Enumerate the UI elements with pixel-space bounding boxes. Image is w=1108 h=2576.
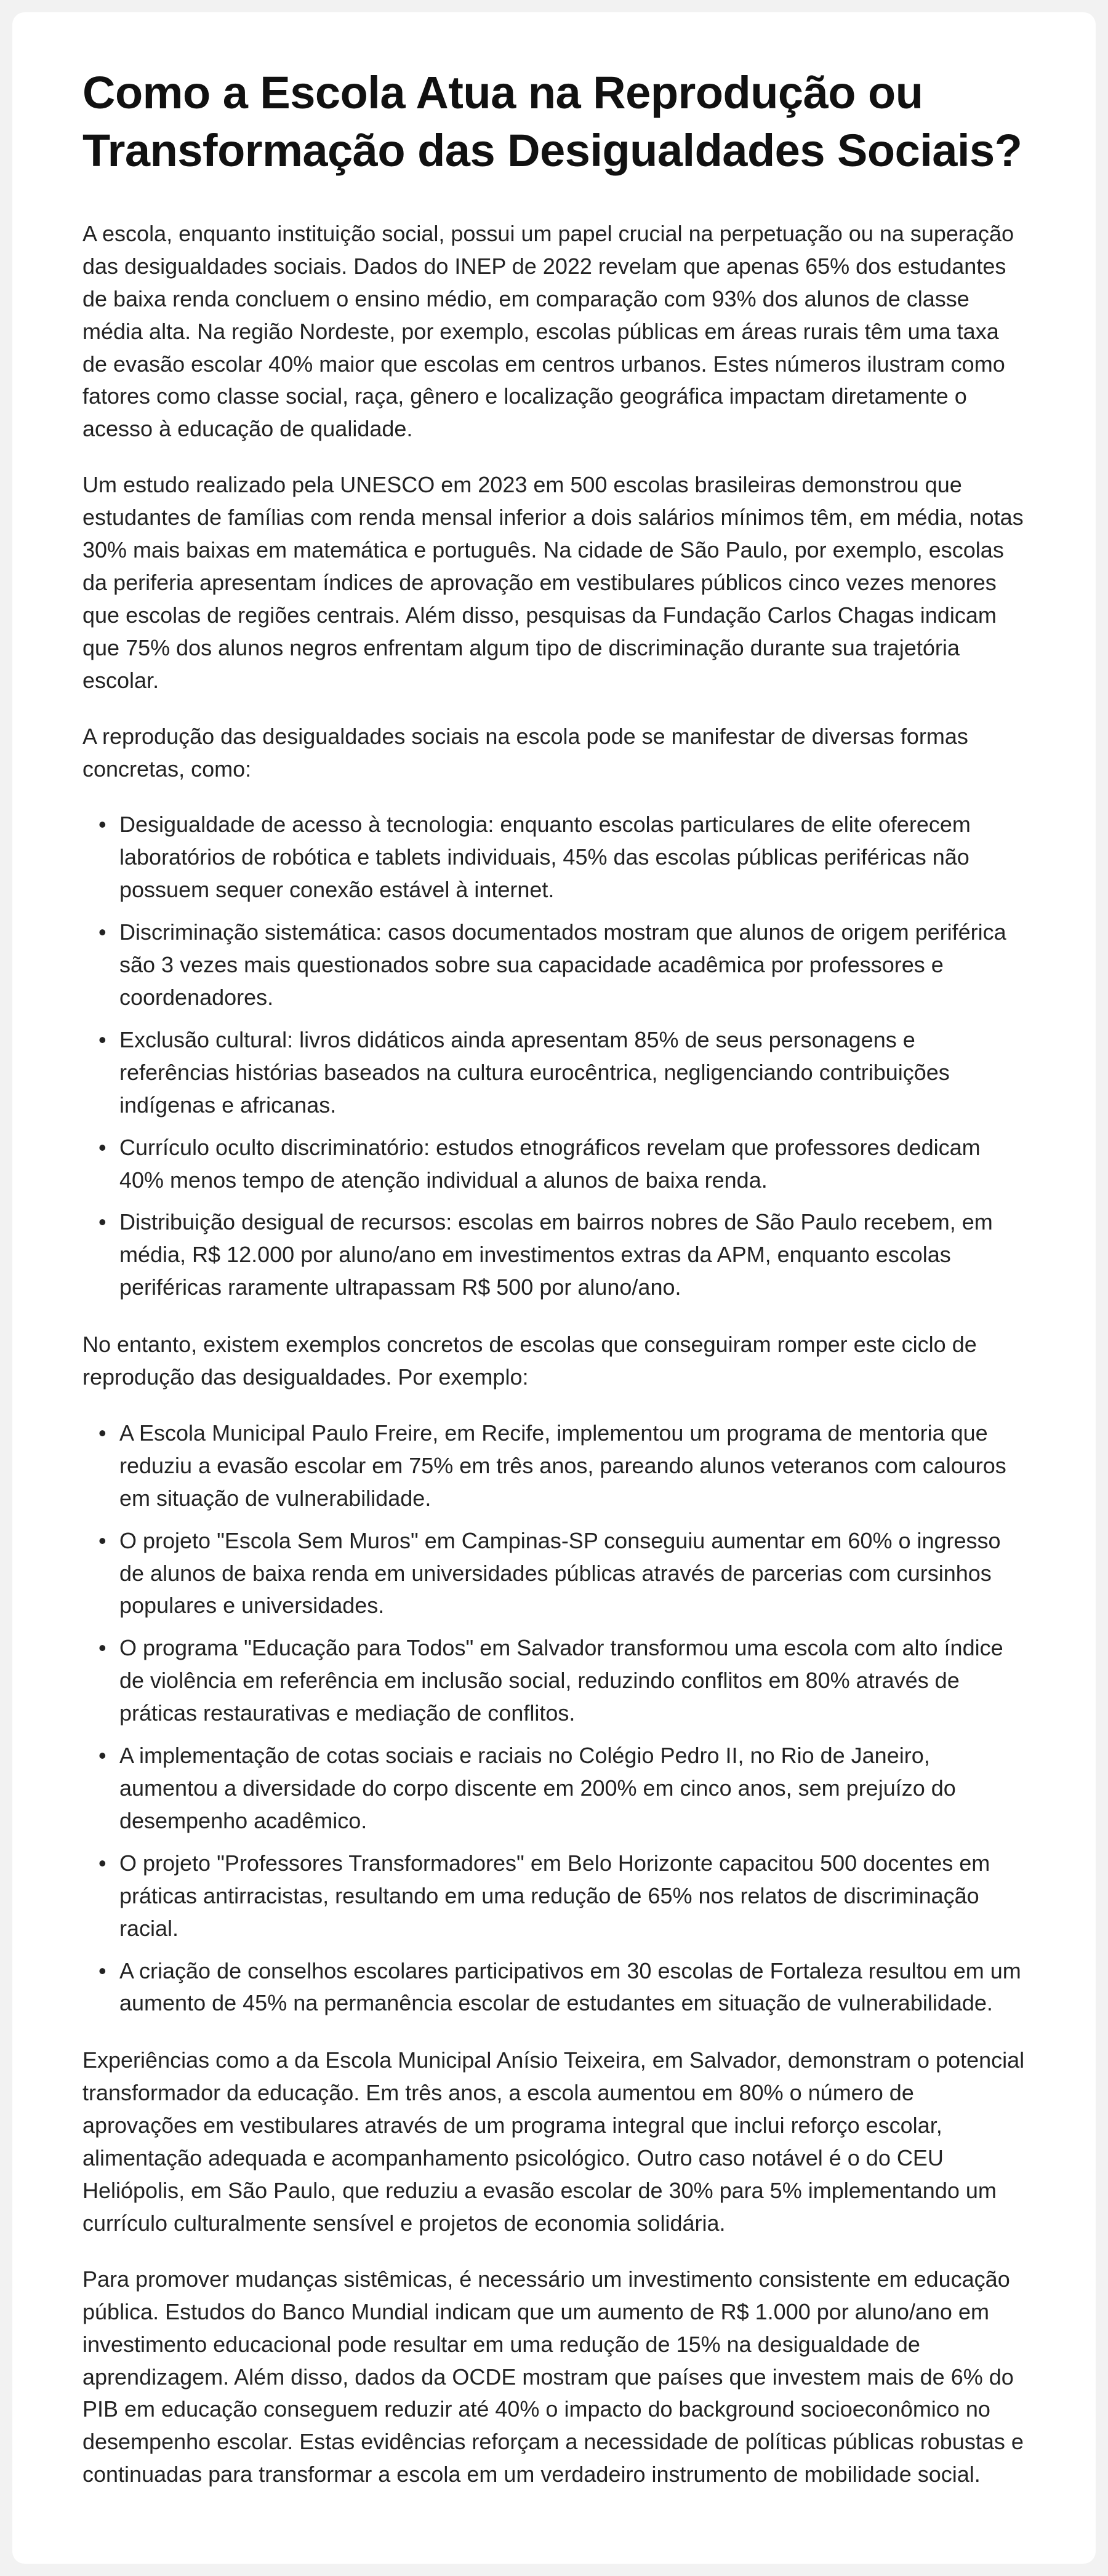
list-item: • O projeto "Escola Sem Muros" em Campinas-SP conseguiu aumentar em 60% o ingresso de alunos de baixa renda em universidades públicas através de parcerias com cursinhos populares e universidades. [98, 1525, 1026, 1623]
bullet-list-transformation [82, 1417, 1026, 2020]
paragraph-list2-intro: No entanto, existem exemplos concretos de escolas que conseguiram romper este ciclo de reprodução das desigualdades. Por exemplo: [82, 1332, 977, 1390]
list-item: • Currículo oculto discriminatório: estudos etnográficos revelam que professores dedicam 40% menos tempo de atenção individual a alunos de baixa renda. [98, 1132, 1026, 1197]
page-title: Como a Escola Atua na Reprodução ou Transformação das Desigualdades Sociais? [82, 67, 1022, 176]
list-item: • Exclusão cultural: livros didáticos ainda apresentam 85% de seus personagens e referências histórias baseados na cultura eurocêntrica, negligenciando contribuições indígenas e africanas. [98, 1024, 1026, 1122]
paragraph-intro-stats: A escola, enquanto instituição social, possui um papel crucial na perpetuação ou na superação das desigualdades sociais. Dados do INEP de 2022 revelam que apenas 65% dos estudantes de baixa renda concluem o ensino médio, em comparação com 93% dos alunos de classe média alta. Na região Nordeste, por exemplo, escolas públicas em áreas rurais têm uma taxa de evasão escolar 40% maior que escolas em centros urbanos. Estes números ilustram como fatores como classe social, raça, gênero e localização geográfica impactam diretamente o acesso à educação de qualidade. [82, 220, 1014, 442]
bullet-list-reproduction [82, 809, 1026, 1304]
list-item: • Desigualdade de acesso à tecnologia: enquanto escolas particulares de elite oferecem laboratórios de robótica e tablets individuais, 45% das escolas públicas periféricas não possuem sequer conexão estável à internet. [98, 809, 1026, 906]
list-item: • Discriminação sistemática: casos documentados mostram que alunos de origem periférica são 3 vezes mais questionados sobre sua capacidade acadêmica por professores e coordenadores. [98, 916, 1026, 1014]
list-item: • A implementação de cotas sociais e raciais no Colégio Pedro II, no Rio de Janeiro, aumentou a diversidade do corpo discente em 200% em cinco anos, sem prejuízo do desempenho acadêmico. [98, 1740, 1026, 1838]
list-item: • O programa "Educação para Todos" em Salvador transformou uma escola com alto índice de violência em referência em inclusão social, reduzindo conflitos em 80% através de práticas restaurativas e mediação de conflitos. [98, 1632, 1026, 1730]
paragraph-conclusion: Para promover mudanças sistêmicas, é necessário um investimento consistente em educação pública. Estudos do Banco Mundial indicam que um aumento de R$ 1.000 por aluno/ano em investimento educacional pode resultar em uma redução de 15% na desigualdade de aprendizagem. Além disso, dados da OCDE mostram que países que investem mais de 6% do PIB em educação conseguem reduzir até 40% o impacto do background socioeconômico no desempenho escolar. Estas evidências reforçam a necessidade de políticas públicas robustas e continuadas para transformar a escola em um verdadeiro instrumento de mobilidade social. [82, 2266, 1024, 2487]
paragraph-list1-intro: A reprodução das desigualdades sociais na escola pode se manifestar de diversas formas concretas, como: [82, 723, 968, 782]
list-item: • A criação de conselhos escolares participativos em 30 escolas de Fortaleza resultou em um aumento de 45% na permanência escolar de estudantes em situação de vulnerabilidade. [98, 1955, 1026, 2020]
list-item: • A Escola Municipal Paulo Freire, em Recife, implementou um programa de mentoria que reduziu a evasão escolar em 75% em três anos, pareando alunos veteranos com calouros em situação de vulnerabilidade. [98, 1417, 1026, 1515]
paragraph-unesco-study: Um estudo realizado pela UNESCO em 2023 em 500 escolas brasileiras demonstrou que estudantes de famílias com renda mensal inferior a dois salários mínimos têm, em média, notas 30% mais baixas em matemática e português. Na cidade de São Paulo, por exemplo, escolas da periferia apresentam índices de aprovação em vestibulares públicos cinco vezes menores que escolas de regiões centrais. Além disso, pesquisas da Fundação Carlos Chagas indicam que 75% dos alunos negros enfrentam algum tipo de discriminação durante sua trajetória escolar. [82, 472, 1024, 693]
document-card [12, 12, 1096, 2564]
list-item: • O projeto "Professores Transformadores" em Belo Horizonte capacitou 500 docentes em práticas antirracistas, resultando em uma redução de 65% nos relatos de discriminação racial. [98, 1847, 1026, 1945]
list-item: • Distribuição desigual de recursos: escolas em bairros nobres de São Paulo recebem, em média, R$ 12.000 por aluno/ano em investimentos extras da APM, enquanto escolas periféricas raramente ultrapassam R$ 500 por aluno/ano. [98, 1206, 1026, 1304]
paragraph-success-cases: Experiências como a da Escola Municipal Anísio Teixeira, em Salvador, demonstram o potencial transformador da educação. Em três anos, a escola aumentou em 80% o número de aprovações em vestibulares através de um programa integral que inclui reforço escolar, alimentação adequada e acompanhamento psicológico. Outro caso notável é o do CEU Heliópolis, em São Paulo, que reduziu a evasão escolar de 30% para 5% implementando um currículo culturalmente sensível e projetos de economia solidária. [82, 2047, 1025, 2236]
